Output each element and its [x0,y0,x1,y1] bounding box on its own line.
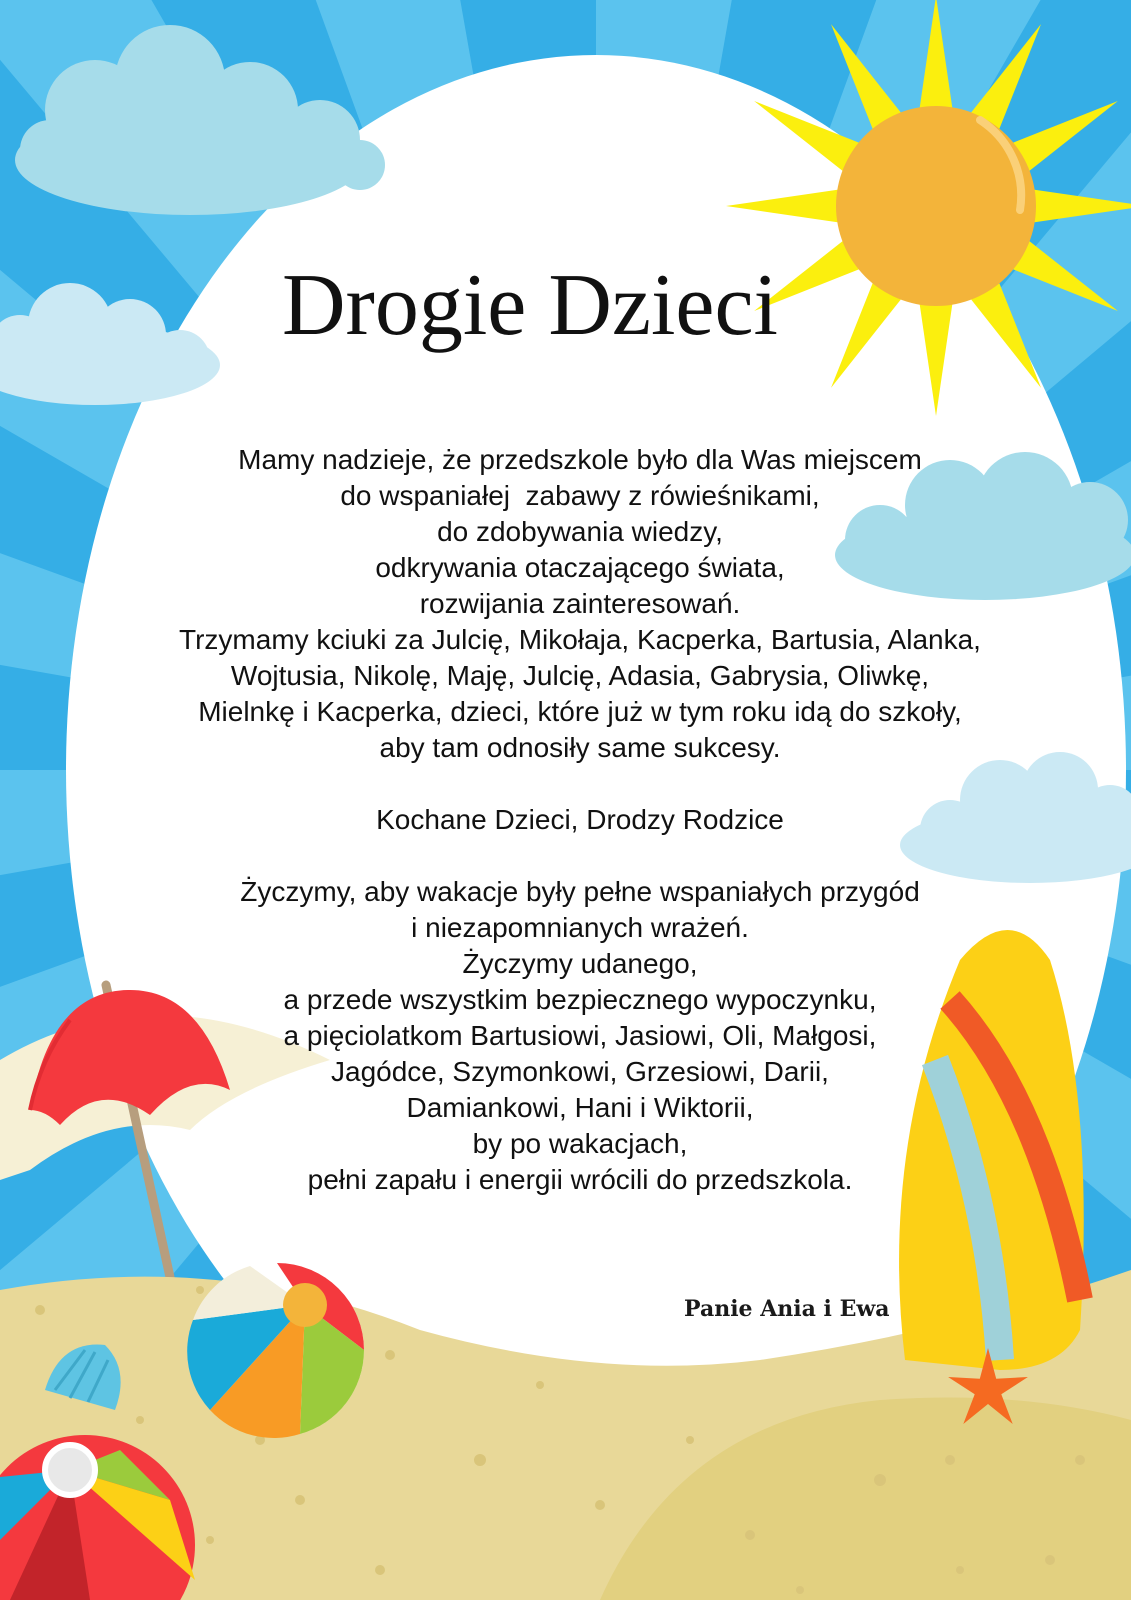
letter-line: Damiankowi, Hani i Wiktorii, [406,1092,754,1123]
letter-line: do wspaniałej zabawy z rówieśnikami, [340,480,820,511]
letter-line: rozwijania zainteresowań. [419,588,741,619]
letter-line: i niezapomnianych wrażeń. [411,912,749,943]
letter-greeting: Kochane Dzieci, Drodzy Rodzice [376,804,784,835]
letter-line: Życzymy, aby wakacje były pełne wspaniałych przygód [240,876,920,907]
letter-body [100,442,1060,1198]
letter-line: Trzymamy kciuki za Julcię, Mikołaja, Kacperka, Bartusia, Alanka, [179,624,981,655]
letter-line: odkrywania otaczającego świata, [375,552,785,583]
letter-line: a pięciolatkom Bartusiowi, Jasiowi, Oli, Małgosi, [283,1020,877,1051]
letter-paragraph-2 [100,874,1060,1198]
letter-line: Życzymy udanego, [462,948,698,979]
beach-ball-icon [187,1263,364,1438]
letter-line: do zdobywania wiedzy, [437,516,723,547]
letter-signature: Panie Ania i Ewa [684,1296,890,1322]
letter-line: Jagódce, Szymonkowi, Grzesiowi, Darii, [331,1056,829,1087]
letter-line: Mamy nadzieje, że przedszkole było dla Was miejscem [238,444,922,475]
letter-line: Wojtusia, Nikolę, Maję, Julcię, Adasia, Gabrysia, Oliwkę, [230,660,930,691]
letter-line: Mielnkę i Kacperka, dzieci, które już w tym roku idą do szkoły, [198,696,962,727]
letter-paragraph-1 [100,442,1060,766]
letter-line: by po wakacjach, [472,1128,688,1159]
page-title: Drogie Dzieci [282,257,778,354]
letter-line: a przede wszystkim bezpiecznego wypoczynku, [283,984,877,1015]
letter-line: aby tam odnosiły same sukcesy. [379,732,781,763]
letter-line: pełni zapału i energii wrócili do przedszkola. [307,1164,853,1195]
